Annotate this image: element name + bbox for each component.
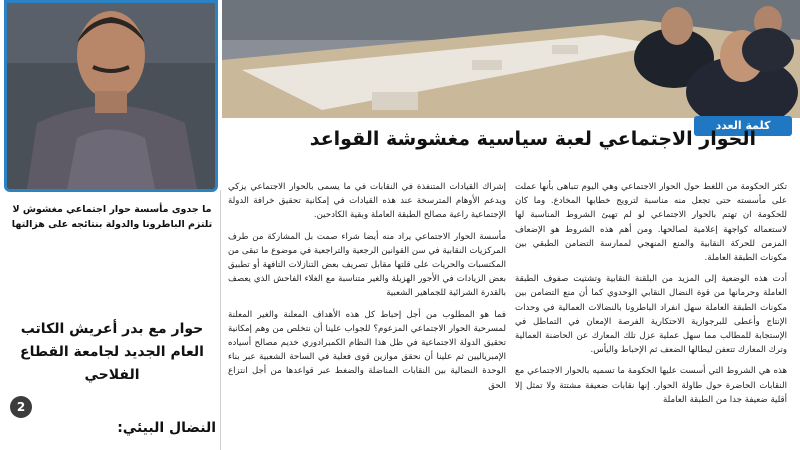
column-divider [220,190,221,450]
section-tab: كلمة العدد [694,116,792,136]
paragraph: تكثر الحكومة من اللغط حول الحوار الاجتماعي وهي اليوم تتباهى بأنها عملت على مأسسته حتى تجعل منه مناسبة لترويج خطابها المخادع. وما كان للحكومة ان تهتم بالحوار الاجتماعي لو لم تهيئ الشروط المناسبة لها لاستعماله كواجهة إعلامية لصالحها. ومن أهم هذه الشروط هو الإضعاف المزمن للحركة النقابية والمنع المنهجي لممارسة التضامن الطبقي بين مكونات الطبقة العاملة. [515,182,787,264]
paragraph: فما هو المطلوب من أجل إحباط كل هذه الأهداف المعلنة والغير المعلنة لمسرحية الحوار الاجتماعي المزعوم؟ للجواب علينا أن نتخلص من وهم إمكانية تحقيق الدولة الاجتماعية في ظل هذا النظام الكمبرادوري خديم مصالح أسياده الإمبرياليين ثم علينا أن نحقق موازين قوى فعلية في الساحة الشعبية عبر بناء الوحدة النضالية بين النقابات المناضلة والضغط عبر قواعدها من أجل انتزاع الحق [228,309,506,391]
portrait-illustration [7,3,215,189]
interview-feature-title: حوار مع بدر أعريش الكاتب العام الجديد لجامعة القطاع الفلاحي [20,321,204,383]
page-number-badge: 2 [10,396,32,418]
section-subhead: النضال البيئي: [117,420,216,436]
paragraph: هذه هي الشروط التي أسست عليها الحكومة ما تسميه بالحوار الاجتماعي مع النقابات الحاضرة حول طاولة الحوار. إنها نقابات ضعيفة مشتتة ولا تمثل إلا أقلية ضعيفة جدا من الطبقة العاملة [515,366,787,405]
paragraph: أدت هذه الوضعية إلى المزيد من البلقنة النقابية وتشتيت صفوف الطبقة العاملة وحرمانها من قوة النضال النقابي الوحدوي كما أن منع التضامن بين مكونات الطبقة العاملة سهل انفراد الباطرونا بالنضالات العمالية في وحدات الإنتاج وأعطى للبرجوازية الاحتكارية الفرصة الإمعان في التماطل في الإستجابة للمطالب مما سهل عملية عزل تلك المعارك عن الحاضنة العمالية وترك المعارك تتعفن ليطالها الضعف ثم الإحباط واليأس. [515,274,787,356]
photo-caption: ما جدوى مأسسة حوار اجتماعي مغشوش لا تلتزم الباطرونا والدولة بنتائجه على هزالتها [11,204,213,230]
paragraph: إشراك القيادات المتنفذة في النقابات في ما يسمى بالحوار الاجتماعي يزكي ويدعم الأوهام المترسخة عند هذه القيادات في إمكانية تحقيق خرافة الدولة الإجتماعية راعية مصالح الطبقة العاملة وبقية الكادحين. [228,182,506,221]
meeting-photo [222,0,800,118]
article-headline: الحوار الاجتماعي لعبة سياسية مغشوشة القواعد [309,128,756,150]
meeting-illustration [222,0,800,118]
paragraph: مأسسة الحوار الاجتماعي يراد منه أيضا شراء صمت بل المشاركة من طرف المركزيات النقابية في سن القوانين الرجعية والتراجعية في موضوع ما تبقى من المكتسبات والحريات على قلتها مقابل تصريف بعض التنازلات التافهة أو تطبيق بعض الزيادات في الأجور الهزيلة والغير متناسبة مع الغلاء الفاحش الذي يعصف بالقدرة الشرائية للجماهير الشعبية [228,231,506,299]
article-column-middle [228,180,506,400]
interviewee-portrait-photo [4,0,218,192]
article-column-right [515,180,787,414]
section-rule [230,117,696,118]
